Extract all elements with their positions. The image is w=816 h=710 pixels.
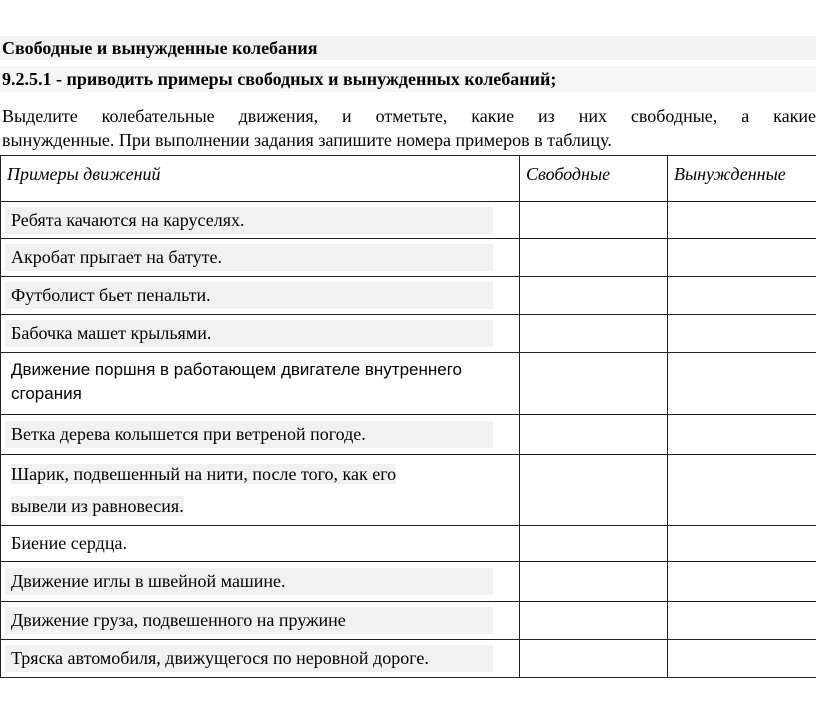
example-text-line: Шарик, подвешенный на нити, после того, как его	[11, 464, 397, 484]
example-text-line: вывели из равновесия.	[11, 496, 184, 516]
example-cell	[1, 415, 520, 455]
example-cell	[1, 277, 520, 315]
free-answer-cell[interactable]	[520, 202, 668, 239]
free-answer-cell[interactable]	[520, 315, 668, 353]
table-row	[1, 202, 816, 239]
example-text: Бабочка машет крыльями.	[5, 320, 493, 347]
example-text: Биение сердца.	[11, 533, 127, 553]
example-cell	[1, 239, 520, 277]
forced-answer-cell[interactable]	[668, 239, 816, 277]
example-cell	[1, 602, 520, 640]
topic-heading: Свободные и вынужденные колебания	[0, 36, 816, 60]
forced-answer-cell[interactable]	[668, 277, 816, 315]
header-free: Свободные	[520, 156, 668, 202]
example-text: Ветка дерева колышется при ветреной погоде.	[5, 421, 493, 448]
instruction-word: Выделите	[2, 106, 78, 126]
forced-answer-cell[interactable]	[668, 455, 816, 526]
forced-answer-cell[interactable]	[668, 602, 816, 640]
table-row	[1, 315, 816, 353]
instruction-word: свободные,	[630, 106, 718, 126]
free-answer-cell[interactable]	[520, 415, 668, 455]
example-text: Движение иглы в швейной машине.	[5, 568, 493, 595]
example-text: Акробат прыгает на батуте.	[5, 244, 493, 271]
table-row	[1, 239, 816, 277]
example-cell	[1, 526, 520, 562]
table-row	[1, 455, 816, 526]
forced-answer-cell[interactable]	[668, 640, 816, 678]
forced-answer-cell[interactable]	[668, 415, 816, 455]
instruction-word: отметьте,	[375, 106, 448, 126]
instruction-word: колебательные	[101, 106, 215, 126]
instruction-word: какие	[471, 106, 515, 126]
table-header-row	[1, 156, 816, 202]
instruction-line-1	[2, 104, 816, 128]
example-cell	[1, 455, 520, 526]
example-cell	[1, 202, 520, 239]
forced-answer-cell[interactable]	[668, 562, 816, 602]
instruction-line-2: вынужденные. При выполнении задания запишите номера примеров в таблицу.	[2, 130, 612, 150]
instruction-word: и	[342, 106, 352, 126]
forced-answer-cell[interactable]	[668, 526, 816, 562]
table-row	[1, 415, 816, 455]
forced-answer-cell[interactable]	[668, 315, 816, 353]
objective-heading: 9.2.5.1 - приводить примеры свободных и вынужденных колебаний;	[0, 66, 816, 92]
free-answer-cell[interactable]	[520, 640, 668, 678]
free-answer-cell[interactable]	[520, 455, 668, 526]
forced-answer-cell[interactable]	[668, 202, 816, 239]
free-answer-cell[interactable]	[520, 239, 668, 277]
instruction-word: какие	[773, 106, 816, 126]
table-row	[1, 526, 816, 562]
free-answer-cell[interactable]	[520, 602, 668, 640]
example-cell	[1, 562, 520, 602]
header-forced: Вынужденные	[668, 156, 816, 202]
table-row	[1, 353, 816, 415]
instruction-word: движения,	[238, 106, 319, 126]
forced-answer-cell[interactable]	[668, 353, 816, 415]
example-cell	[1, 640, 520, 678]
example-text: Футболист бьет пенальти.	[5, 282, 493, 309]
free-answer-cell[interactable]	[520, 277, 668, 315]
example-cell	[1, 315, 520, 353]
example-text: Движение поршня в работающем двигателе внутреннего сгорания	[11, 360, 463, 403]
table-row	[1, 640, 816, 678]
instruction-word: из	[538, 106, 555, 126]
table-row	[1, 602, 816, 640]
table-row	[1, 562, 816, 602]
table-row	[1, 277, 816, 315]
example-text: Тряска автомобиля, движущегося по неровной дороге.	[5, 645, 493, 672]
free-answer-cell[interactable]	[520, 562, 668, 602]
example-text	[5, 455, 493, 525]
example-cell	[1, 353, 520, 415]
example-text: Движение груза, подвешенного на пружине	[5, 607, 493, 634]
examples-table	[0, 155, 816, 678]
example-text: Ребята качаются на каруселях.	[5, 207, 493, 234]
header-examples: Примеры движений	[1, 156, 520, 202]
instruction-word: а	[741, 106, 750, 126]
free-answer-cell[interactable]	[520, 526, 668, 562]
instruction-text	[0, 104, 816, 152]
free-answer-cell[interactable]	[520, 353, 668, 415]
instruction-word: них	[578, 106, 607, 126]
